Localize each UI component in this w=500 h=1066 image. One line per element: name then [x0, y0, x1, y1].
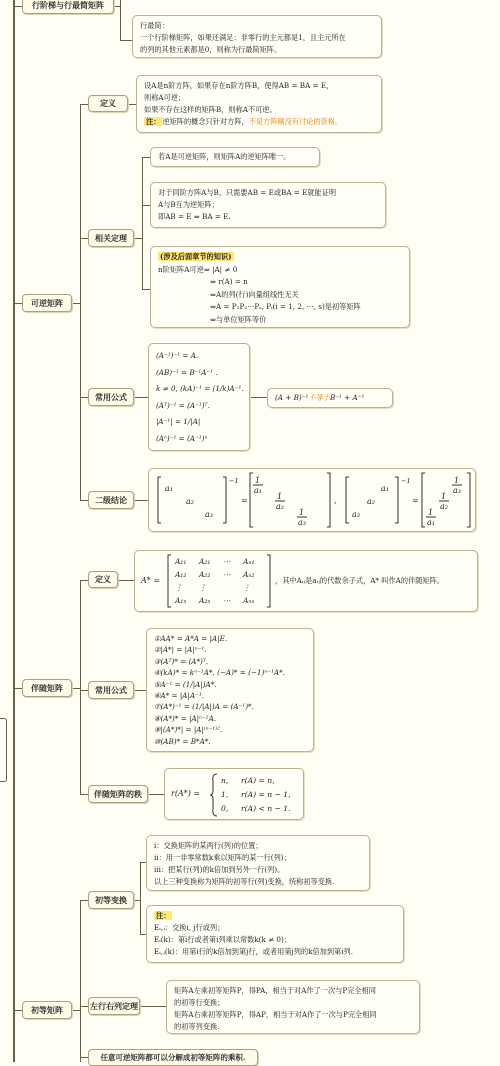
diag-inverse-box	[148, 468, 476, 532]
adj-rank-box	[164, 768, 304, 820]
reduced-line-2: 一个行阶梯矩阵，如果还满足：非零行的主元都是1，且主元所在	[140, 33, 346, 42]
svg-text:a₂: a₂	[440, 502, 448, 511]
adj-cell: ⋯	[223, 557, 231, 566]
rule-line-1: 矩阵A左乘初等矩阵P，得PA，相当于对A作了一次与P完全相同	[174, 986, 376, 995]
elem-note-box	[146, 905, 404, 963]
inv-formula-note-box	[267, 388, 393, 408]
rank-case-cond: r(A) < n − 1.	[241, 804, 291, 813]
conc-to-box-line	[134, 500, 149, 501]
secondary-conclusion-node[interactable]	[88, 491, 134, 509]
inv-note-a: (A + B)⁻¹	[275, 393, 309, 402]
inv-def-node[interactable]	[88, 95, 128, 112]
elementary-node[interactable]	[22, 1001, 72, 1019]
adj-formula-label: 常用公式	[95, 684, 127, 695]
root-stub-line	[0, 718, 7, 782]
adj-matrix-row-1	[175, 555, 267, 568]
theorem-3-line-2: ⇔ r(A) = n	[210, 277, 248, 286]
adj-cell: ⋮	[199, 583, 207, 592]
adj-formula-10: ⑩(AB)* = B*A*.	[154, 736, 211, 746]
adj-formula-9: ⑨|(A*)*| = |A|⁽ⁿ⁻¹⁾².	[154, 725, 223, 735]
rel-h3-line	[142, 289, 150, 290]
theorem-1-box	[150, 147, 320, 167]
related-theorems-node[interactable]	[88, 229, 134, 247]
elem-transform-1: i：交换矩阵的某两行(列)的位置；	[154, 841, 263, 850]
inv-formula-node[interactable]	[88, 388, 134, 406]
theorem-3-line-3: ⇔A的列(行)向量组线性无关	[210, 289, 299, 299]
rank-case-2	[221, 788, 291, 802]
rule-to-box-line	[138, 1006, 166, 1007]
related-theorems-label: 相关定理	[95, 232, 127, 243]
inv-formula-2: (AB)⁻¹ = B⁻¹A⁻¹ .	[156, 367, 218, 377]
inv-def-note-red: 不是方阵剔没有讨论的资格。	[248, 117, 343, 126]
rule-line-3: 矩阵A右乘初等矩阵P，得AP，相当于对A作了一次与P完全相同	[174, 1010, 377, 1019]
inv-def-note-prefix: 注：	[146, 117, 161, 126]
theorem-3-title-text: (涉及后面章节的知识)	[160, 252, 232, 261]
inv-def-box	[136, 75, 382, 133]
elem-h-trans-line	[80, 900, 88, 901]
adj-cell: A₁₁	[175, 557, 187, 566]
svg-text:−1: −1	[401, 477, 411, 485]
svg-text:a₁: a₁	[165, 484, 173, 493]
row-echelon-label: 行阶梯与行最简矩阵	[32, 0, 104, 10]
inv-formula-1: (A⁻¹)⁻¹ = A.	[156, 351, 199, 360]
adj-h-rank-line	[80, 794, 88, 795]
inv-h-rel-line	[80, 238, 88, 239]
adj-matrix-row-3	[175, 581, 267, 594]
svg-text:a₁: a₁	[254, 486, 262, 495]
adj-cell: ⋮	[243, 583, 251, 592]
elementary-label: 初等矩阵	[31, 1004, 63, 1015]
rel-h1-line	[142, 157, 150, 158]
brace-icon	[209, 773, 219, 817]
inv-formula-label: 常用公式	[95, 391, 127, 402]
adj-def-label: 定义	[95, 574, 111, 584]
inv-h-conc-line	[80, 500, 88, 501]
svg-text:=: =	[241, 496, 248, 505]
inv-formula-4: (Aᵀ)⁻¹ = (A⁻¹)ᵀ.	[156, 400, 210, 410]
adj-def-text: ，其中Aᵢⱼ是aᵢⱼ的代数余子式，A* 叫作A的伴随矩阵。	[275, 576, 444, 585]
inv-note-red: 不等于	[308, 393, 330, 402]
adj-formula-1: ①AA* = A*A = |A|E.	[154, 634, 228, 643]
adj-cell: A₁₂	[175, 570, 187, 579]
svg-text:−1: −1	[229, 477, 239, 485]
svg-text:=: =	[412, 496, 419, 505]
svg-text:a₃: a₃	[352, 510, 360, 519]
adj-spine-line	[80, 580, 81, 794]
elem-note-1: Eᵢ,ⱼ：交换i, j行或列；	[154, 923, 225, 932]
rule-line-4: 的初等列变换.	[174, 1022, 220, 1031]
inv-def-note	[144, 116, 374, 128]
adj-formula-6: ⑥A* = |A|A⁻¹.	[154, 691, 205, 701]
svg-text:a₁: a₁	[381, 484, 389, 493]
invertible-node[interactable]	[22, 294, 72, 312]
elem-h-rule-line	[80, 1006, 88, 1007]
theorem-2-box	[150, 182, 386, 228]
elem-transform-label: 初等变换	[95, 894, 127, 905]
adj-formula-4: ④(kA)* = kⁿ⁻¹A*, (−A)* = (−1)ⁿ⁻¹A*.	[154, 668, 285, 678]
adj-formula-node[interactable]	[88, 681, 134, 699]
svg-text:,: ,	[334, 496, 337, 505]
adj-cell: Aₙ₁	[243, 557, 255, 566]
theorem-3-line-5: ⇔与单位矩阵等价	[210, 314, 267, 324]
adj-h-main-line	[72, 688, 81, 689]
elem-h-main-line	[72, 1010, 81, 1011]
rel-spine-line	[142, 157, 143, 289]
adj-formula-7: ⑦(A*)⁻¹ = (1/|A|)A = (A⁻¹)*.	[154, 702, 254, 712]
invertible-label: 可逆矩阵	[31, 297, 63, 308]
form-to-box-line	[134, 397, 148, 398]
elem-note-prefix-line	[154, 910, 396, 922]
theorem-3-box	[150, 246, 410, 328]
rank-case-cond: r(A) = n,	[241, 776, 275, 785]
inv-def-line-2: 则称A可逆；	[144, 93, 186, 102]
inv-def-line-3: 如果不存在这样的矩阵B，则称A不可逆。	[144, 105, 277, 114]
adj-rank-node[interactable]	[88, 785, 148, 803]
elem-transform-box	[146, 835, 370, 891]
adj-h-form-line	[80, 690, 88, 691]
form-to-note-line	[248, 397, 268, 398]
adj-cell: ⋮	[175, 583, 183, 592]
theorem-3-line-1: n阶矩阵A可逆⇔ |A| ≠ 0	[158, 264, 238, 274]
adj-cell: ⋯	[223, 570, 231, 579]
adj-formula-5: ⑤A⁻¹ = (1/|A|)A*.	[154, 679, 217, 689]
adj-cell: A₂ₙ	[199, 596, 211, 605]
elem-bottom-node[interactable]	[88, 1049, 258, 1066]
adj-h-def-line	[80, 580, 88, 581]
adjugate-node[interactable]	[22, 679, 72, 697]
main-trunk-line	[13, 0, 15, 1062]
elem-transform-node[interactable]	[88, 891, 134, 909]
rank-case-3	[221, 802, 291, 816]
elem-note-prefix: 注：	[156, 911, 171, 920]
trans-h-main-line	[134, 900, 141, 901]
svg-text:a₂: a₂	[276, 502, 284, 511]
inv-h-def-line	[80, 104, 88, 105]
rule-line-2: 的初等行变换；	[174, 998, 225, 1007]
reduced-line-3: 的列的其他元素都是0，则称为行最简矩阵。	[140, 45, 282, 54]
rank-case-value: 1,	[221, 790, 229, 799]
adj-matrix	[175, 555, 267, 607]
svg-text:1: 1	[277, 492, 283, 501]
adj-cell: Aₙₙ	[243, 596, 255, 605]
left-row-right-col-box	[166, 980, 420, 1034]
adj-form-to-box-line	[134, 690, 146, 691]
rel-h-main-line	[134, 238, 143, 239]
adj-formula-3: ③(Aᵀ)* = (A*)ᵀ.	[154, 656, 209, 666]
svg-text:a₃: a₃	[205, 510, 213, 519]
svg-text:a₁: a₁	[427, 518, 435, 527]
svg-text:A* =: A* =	[141, 576, 161, 585]
inv-def-note-text: 逆矩阵的概念只针对方阵，	[162, 117, 249, 126]
secondary-conclusion-label: 二级结论	[95, 494, 127, 505]
adj-cell: A₂₂	[199, 570, 211, 579]
svg-text:a₂: a₂	[367, 497, 375, 506]
inv-h-form-line	[80, 397, 88, 398]
inv-formula-note	[275, 392, 385, 404]
adjugate-label: 伴随矩阵	[31, 682, 63, 693]
svg-text:1: 1	[255, 476, 261, 485]
svg-text:1: 1	[428, 508, 434, 517]
adj-matrix-row-4	[175, 594, 267, 607]
rank-case-value: n,	[221, 776, 229, 785]
adj-rank-label: 伴随矩阵的秩	[94, 788, 142, 799]
adj-matrix-row-2	[175, 568, 267, 581]
theorem-2-line-3: 即AB = E ⇔ BA = E.	[158, 212, 231, 221]
inv-formula-3: k ≠ 0, (kA)⁻¹ = (1/k)A⁻¹.	[156, 384, 244, 393]
elem-bottom-text: 任意可逆矩阵都可以分解成初等矩阵的乘积.	[100, 1053, 246, 1062]
diag-inverse-formula	[149, 469, 475, 531]
adj-cell: A₂₁	[199, 557, 211, 566]
adj-rank-cases	[221, 774, 291, 816]
inv-def-label: 定义	[100, 98, 116, 108]
elem-h-bottom-line	[80, 1057, 88, 1058]
svg-text:1: 1	[454, 476, 460, 485]
inv-note-b: B⁻¹ + A⁻¹	[329, 393, 365, 402]
inv-def-line-1: 设A是n阶方阵，如果存在n阶方阵B，使得AB = BA = E，	[144, 81, 334, 90]
svg-text:a₃: a₃	[453, 486, 461, 495]
adj-formula-box	[146, 628, 314, 752]
rank-case-cond: r(A) = n − 1,	[241, 790, 291, 799]
left-row-right-col-node[interactable]	[88, 997, 140, 1015]
inv-formula-box	[148, 343, 250, 451]
elem-transform-3: iii：把某行(列)的k倍加到另外一行(列)。	[154, 865, 285, 874]
rank-case-1	[221, 774, 291, 788]
elem-note-2: Eᵢ(k)：第i行或者第i列乘以常数k(k ≠ 0)；	[154, 935, 291, 944]
elem-note-3: Eᵢ,ⱼ(k)：用第i行的k倍加到第j行，或者用第j列的k倍加到第i列.	[154, 947, 354, 956]
rel-h2-line	[142, 205, 150, 206]
theorem-1-text: 若A是可逆矩阵，则矩阵A的逆矩阵唯一。	[158, 152, 291, 161]
trans-spine-line	[140, 862, 141, 934]
adj-cell: A₁ₙ	[175, 596, 187, 605]
adj-rank-to-box-line	[148, 794, 164, 795]
inv-formula-5: |A⁻¹| = 1/|A|	[156, 417, 201, 426]
adj-rank-lhs: r(A*) =	[171, 789, 201, 798]
adj-def-node[interactable]	[88, 571, 118, 588]
adj-cell: ⋯	[223, 596, 231, 605]
inv-spine-line	[80, 104, 81, 500]
elem-transform-2: ii：用一非零常数k乘以矩阵的某一行(列)；	[154, 853, 291, 862]
adj-formula-2: ②|A*| = |A|ⁿ⁻¹.	[154, 645, 207, 655]
theorem-3-title	[158, 251, 402, 264]
theorem-2-line-1: 对于同阶方阵A与B，只需要AB = E或BA = E就能证明	[158, 188, 337, 197]
svg-text:a₃: a₃	[298, 518, 306, 527]
svg-text:1: 1	[441, 492, 447, 501]
adj-cell: Aₙ₂	[243, 570, 255, 579]
left-row-right-col-label: 左行右列定理	[90, 1000, 138, 1011]
adj-def-box	[134, 550, 478, 612]
elem-transform-4: 以上三种变换称为矩阵的初等行(列)变换，统称初等变换.	[154, 877, 335, 886]
elem-spine-line	[80, 900, 81, 1062]
theorem-2-line-2: A与B互为逆矩阵；	[158, 200, 219, 209]
adj-formula-8: ⑧(A*)* = |A|ⁿ⁻²A.	[154, 713, 217, 723]
rank-case-value: 0,	[221, 804, 229, 813]
row-echelon-node[interactable]	[22, 0, 114, 14]
svg-text:1: 1	[299, 508, 305, 517]
reduced-echelon-box	[132, 15, 382, 58]
reduced-line-1: 行最简：	[140, 21, 169, 30]
svg-text:a₂: a₂	[186, 497, 194, 506]
theorem-3-line-4: ⇔A = P₁P₂⋯Pₛ, Pᵢ(i = 1, 2, ⋯, s)是初等矩阵	[210, 302, 361, 311]
adj-cell	[223, 581, 243, 594]
inv-h-main-line	[72, 303, 81, 304]
inv-formula-6: (Aⁿ)⁻¹ = (A⁻¹)ⁿ	[156, 433, 208, 443]
